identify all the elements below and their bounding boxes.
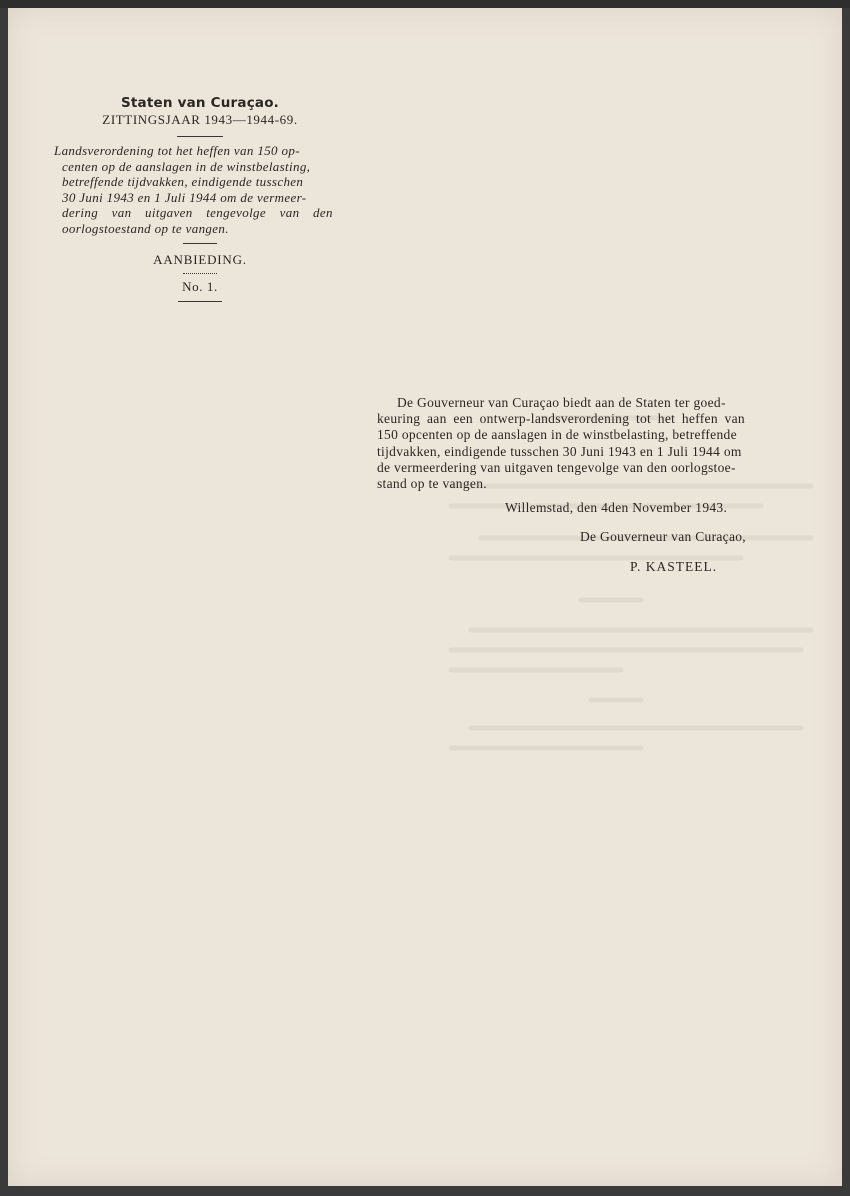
title-line: betreffende tijdvakken, eindigende tusschen [62, 174, 304, 190]
title-line: Landsverordening tot het heffen van 150 op- [54, 143, 300, 158]
divider [177, 136, 223, 137]
body-line: de vermeerdering van uitgaven tengevolge van den oorlogstoe- [377, 459, 736, 475]
title-line: 30 Juni 1943 en 1 Juli 1944 om de vermeer- [62, 189, 307, 205]
title-line: dering van uitgaven tengevolge van den [62, 205, 333, 221]
session-year: ZITTINGSJAAR 1943—1944-69. [102, 112, 298, 127]
signatory-name: P. KASTEEL. [630, 559, 718, 574]
place-date: Willemstad, den 4den November 1943. [505, 500, 728, 515]
divider [178, 301, 222, 302]
ordinance-title [50, 143, 350, 237]
body-line: stand op te vangen. [377, 476, 487, 492]
body-line: tijdvakken, eindigende tusschen 30 Juni 1943 en 1 Juli 1944 om [377, 443, 742, 459]
title-line: oorlogstoestand op te vangen. [62, 220, 229, 236]
document-number: No. 1. [182, 278, 218, 294]
scan-border [0, 0, 850, 8]
body-line: keuring aan een ontwerp-landsverordening tot het heffen van [377, 411, 745, 427]
divider-dotted [183, 273, 217, 274]
title-line: centen op de aanslagen in de winstbelasting, [62, 158, 311, 174]
body-line: De Gouverneur van Curaçao biedt aan de Staten ter goed- [397, 395, 726, 410]
signatory-title: De Gouverneur van Curaçao, [580, 529, 746, 544]
document-header [50, 94, 350, 302]
body-line: 150 opcenten op de aanslagen in de winstbelasting, betreffende [377, 427, 737, 443]
document-page [8, 8, 842, 1186]
document-type: AANBIEDING. [153, 251, 247, 267]
offer-text [377, 395, 773, 492]
body-name: Staten van Curaçao. [120, 95, 280, 111]
divider [183, 243, 217, 244]
